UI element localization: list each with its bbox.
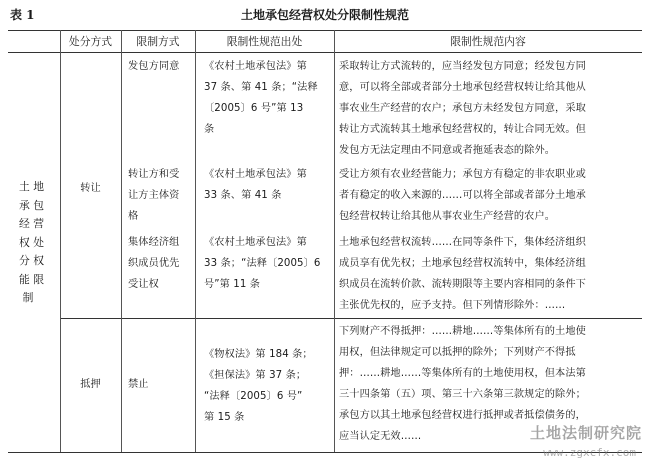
header-norm-source: 限制性规范出处 [226, 35, 303, 48]
content-line: 成员享有优先权；土地承包经营权流转中，集体经济组 [339, 258, 586, 269]
category-text [19, 178, 45, 308]
restriction-line: 禁止 [128, 379, 149, 390]
category-char-row: 承 包 [19, 198, 45, 212]
content-line: 下列财产不得抵押：……耕地……等集体所有的土地使 [339, 326, 586, 337]
source-line: 〔2005〕6 号”第 13 [204, 103, 304, 114]
table-caption [0, 6, 650, 22]
restriction-preemption [128, 232, 194, 295]
content-line: 用权，但法律规定可以抵押的除外；下列财产不得抵 [339, 347, 576, 358]
content-line: 意，可以将全部或者部分土地承包经营权转让给其他从 [339, 82, 586, 93]
restriction-qualification [128, 164, 194, 227]
source-line: 《担保法》第 37 条； [204, 370, 307, 381]
content-line: 者有稳定的收入来源的……可以将全部或者部分土地承 [339, 190, 586, 201]
category-char-row: 能 限 [19, 272, 45, 286]
restriction-line: 格 [128, 211, 139, 222]
source-row-1 [204, 56, 332, 140]
source-line: 《农村土地承包法》第 [204, 237, 307, 248]
category-char-row: 制 [22, 291, 34, 304]
content-line: 三十四条第（五）项、第三十六条第三款规定的除外； [339, 389, 586, 400]
content-line: 包经营权转让给其他从事农业生产经营的农户。 [339, 211, 556, 222]
column-rule-3 [195, 30, 196, 452]
header-disposal-method: 处分方式 [68, 35, 113, 48]
restriction-line: 发包方同意 [128, 61, 180, 72]
restriction-line: 转让方和受 [128, 169, 180, 180]
restriction-line: 让方主体资 [128, 190, 180, 201]
category-char-row: 经 营 [19, 217, 45, 230]
content-line: 主张优先权的，应予支持。但下列情形除外：…… [339, 300, 566, 311]
source-row-4 [204, 344, 332, 428]
column-rule-2 [121, 30, 122, 452]
source-row-2 [204, 164, 332, 206]
source-line: 号”第 11 条 [204, 279, 261, 290]
method-mortgage: 抵押 [80, 379, 101, 390]
restriction-consent [128, 56, 194, 77]
method-transfer: 转让 [80, 183, 101, 194]
source-line: 第 15 条 [204, 412, 245, 423]
content-line: 织成员在流转价款、流转期限等主要内容相同的条件下 [339, 279, 586, 290]
table-label: 表 1 [10, 8, 35, 22]
restriction-prohibited [128, 374, 194, 395]
content-line: 发包方无法定理由不同意或者拖延表态的除外。 [339, 145, 556, 156]
source-line: 条 [204, 124, 215, 135]
source-line: 《农村土地承包法》第 [204, 61, 307, 72]
content-line: 转让方式流转其土地承包经营权的，转让合同无效。但 [339, 124, 586, 135]
source-line: 《物权法》第 184 条； [204, 349, 313, 360]
table-title: 土地承包经营权处分限制性规范 [240, 8, 409, 22]
content-line: 事农业生产经营的农户；承包方未经发包方同意，采取 [339, 103, 586, 114]
watermark-url: www.zgxcfx.com [543, 446, 636, 459]
header-restriction-method: 限制方式 [136, 35, 180, 48]
restriction-line: 集体经济组 [128, 237, 180, 248]
restriction-line: 受让权 [128, 279, 159, 290]
source-row-3 [204, 232, 332, 295]
content-row-1 [339, 56, 641, 161]
content-row-2 [339, 164, 641, 227]
header-norm-content: 限制性规范内容 [450, 35, 526, 48]
source-line: 37 条、第 41 条；“法释 [204, 82, 318, 93]
source-line: 33 条；“法释〔2005〕6 [204, 258, 321, 269]
content-line: 受让方须有农业经营能力；承包方有稳定的非农职业或 [339, 169, 586, 180]
column-rule-4 [334, 30, 335, 452]
source-line: “法释〔2005〕6 号” [204, 391, 303, 402]
watermark-name: 土地法制研究院 [529, 424, 642, 442]
source-line: 33 条、第 41 条 [204, 190, 282, 201]
content-line: 土地承包经营权流转……在同等条件下，集体经济组织 [339, 237, 586, 248]
restriction-line: 织成员优先 [128, 258, 180, 269]
group-divider-rule [60, 318, 642, 319]
category-char-row: 权 处 [19, 235, 45, 249]
content-line: 承包方以其土地承包经营权进行抵押或者抵偿债务的， [339, 410, 586, 421]
content-row-3 [339, 232, 641, 316]
category-char-row: 土 地 [19, 180, 45, 193]
content-line: 应当认定无效…… [339, 431, 422, 442]
header-rule [8, 52, 642, 53]
top-rule [8, 30, 642, 31]
source-line: 《农村土地承包法》第 [204, 169, 307, 180]
category-char-row: 分 权 [19, 254, 45, 267]
content-line: 押：……耕地……等集体所有的土地使用权，但本法第 [339, 368, 586, 379]
category-label [19, 178, 45, 308]
content-line: 采取转让方式流转的，应当经发包方同意；经发包方同 [339, 61, 586, 72]
